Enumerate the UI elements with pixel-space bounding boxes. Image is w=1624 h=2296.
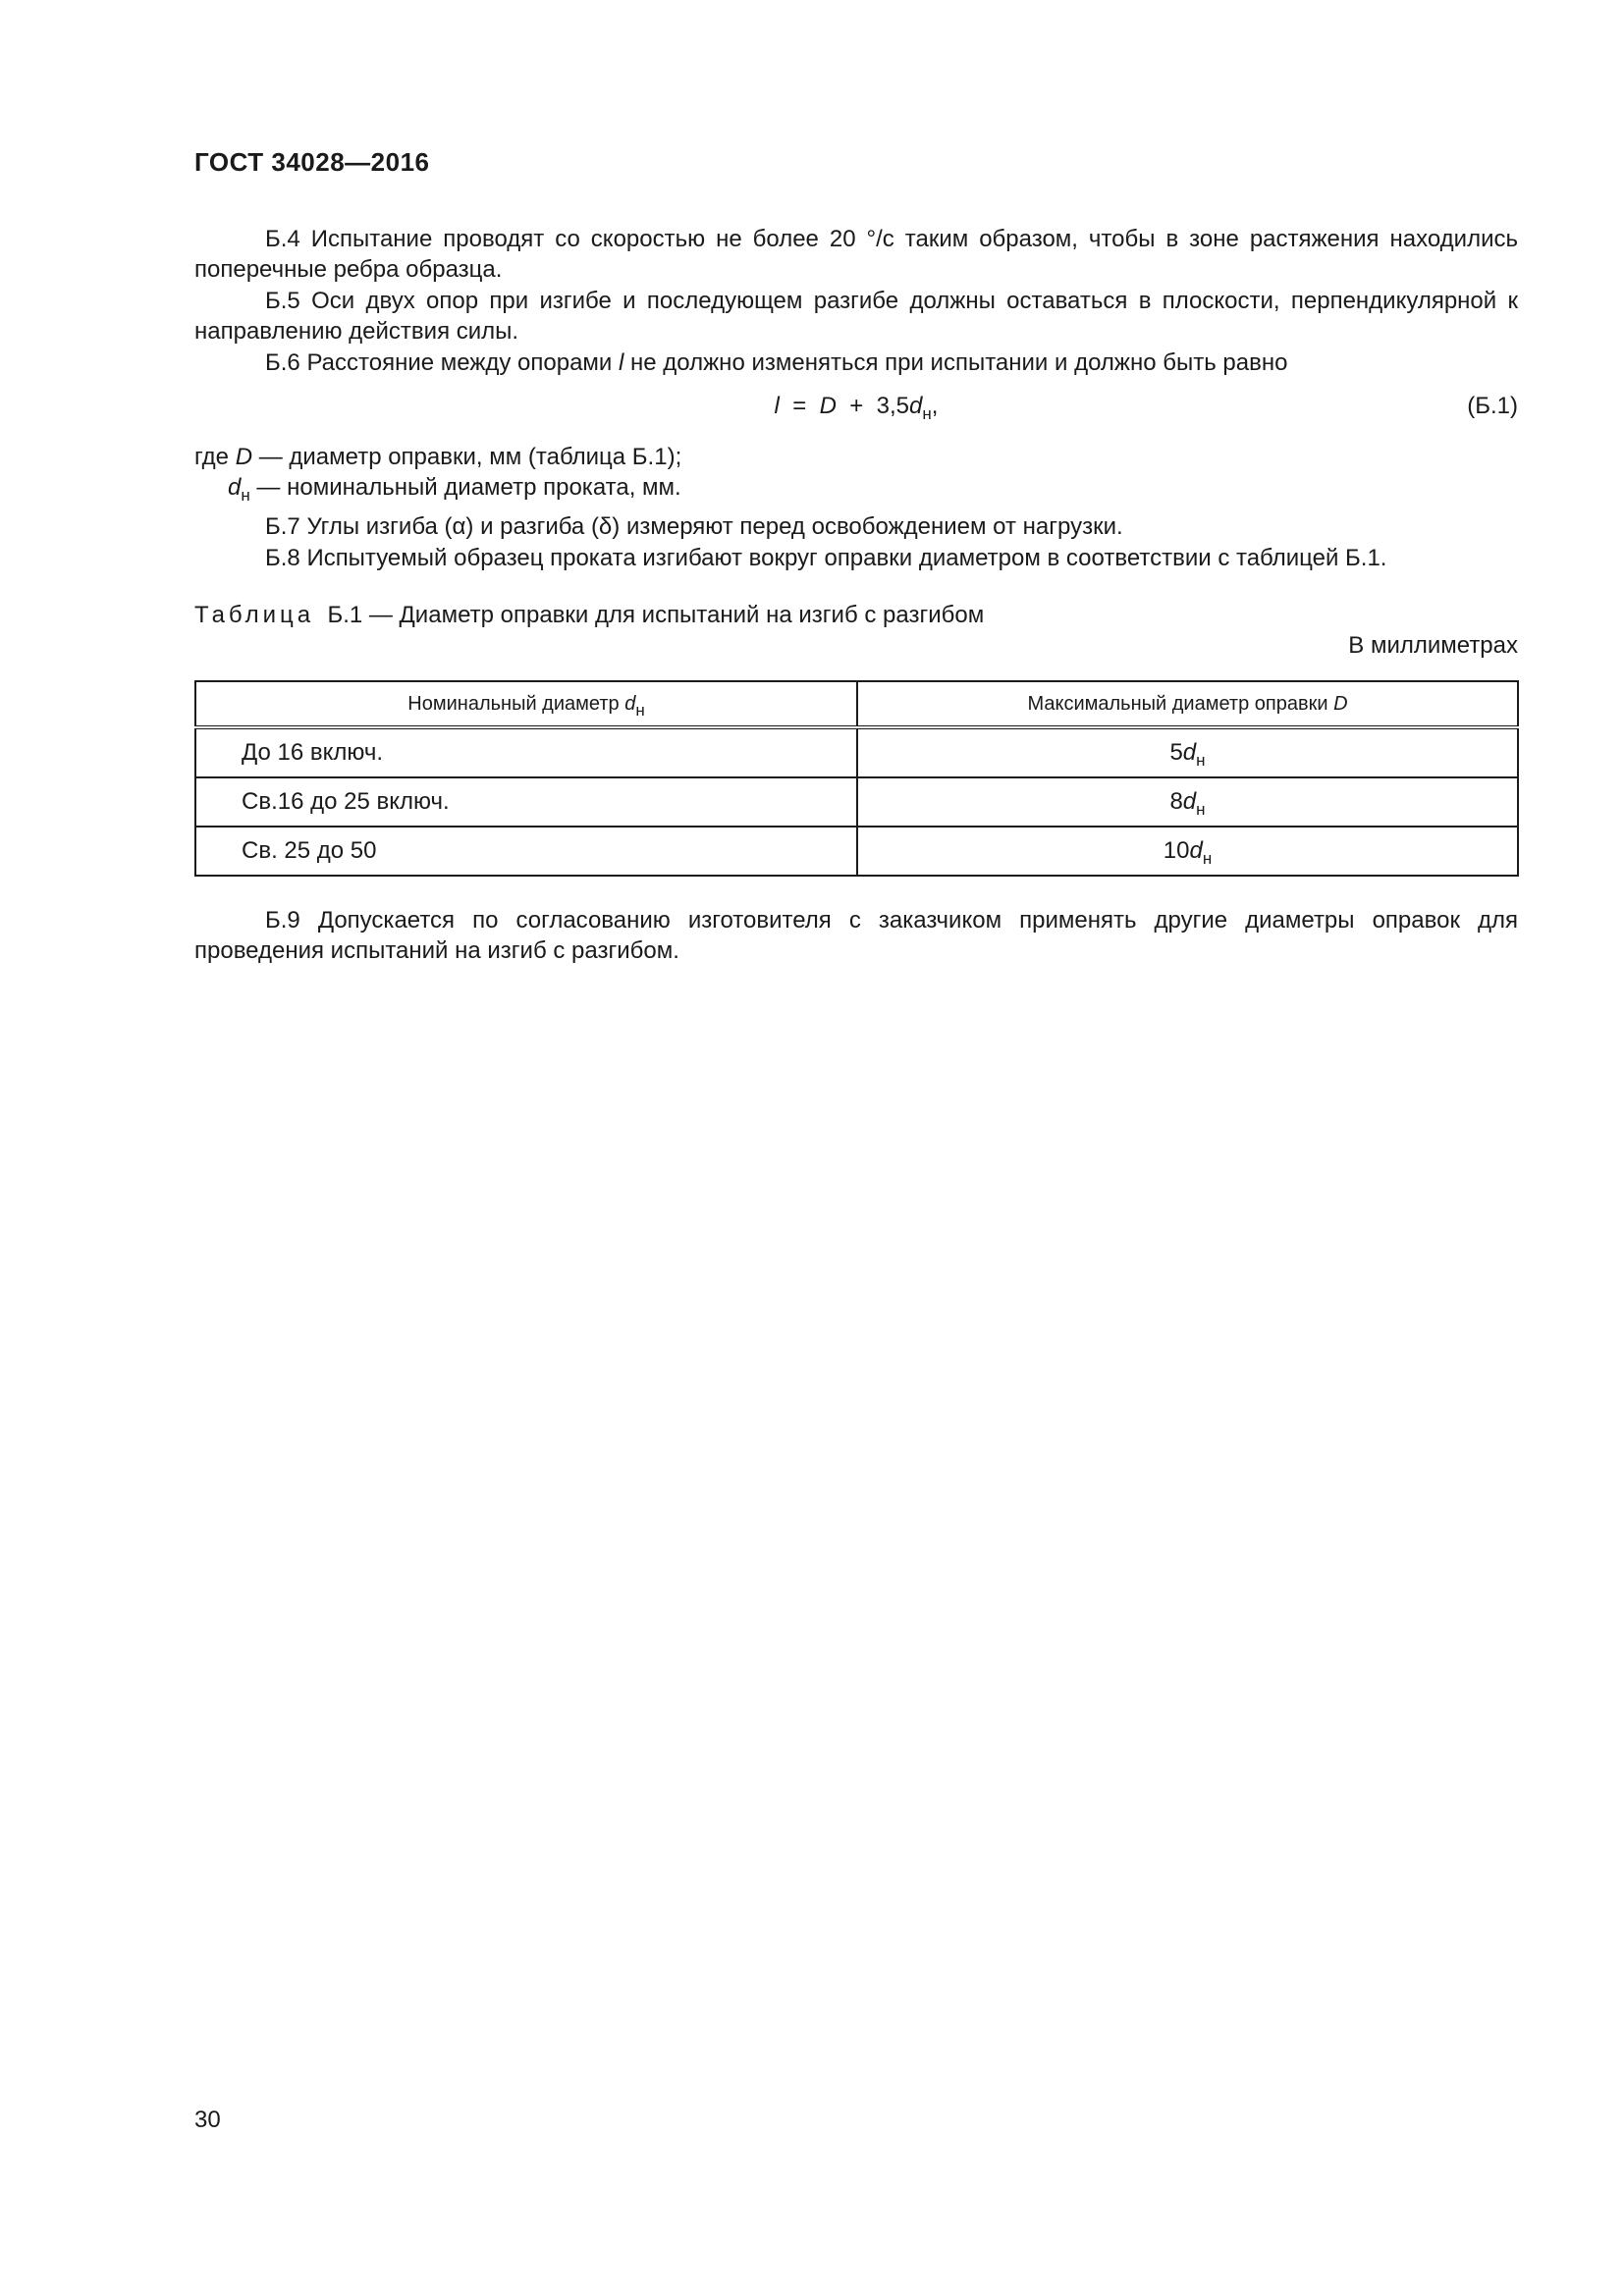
where-word: где [194, 444, 230, 470]
cell-coefficient: 8 [1169, 788, 1183, 815]
paragraph-number: Б.5 [265, 288, 300, 314]
header-subscript: н [635, 700, 645, 720]
variable: l [619, 349, 624, 376]
table-header-row [195, 681, 1518, 727]
paragraph-text: Испытуемый образец проката изгибают вокруг оправки диаметром в соответствии с таблицей Б.1. [306, 545, 1387, 571]
paragraph-b5 [194, 286, 1518, 347]
table-units: В миллиметрах [1348, 632, 1518, 659]
formula-coefficient: 3,5 [876, 393, 910, 419]
paragraph-text: Испытание проводят со скоростью не более 20 °/с таким образом, чтобы в зоне растяжения находились поперечные ребра образца. [194, 226, 1518, 283]
where-subscript: н [241, 486, 250, 505]
table-header-cell [195, 681, 857, 727]
table-cell-diameter [857, 827, 1518, 876]
where-definition: — номинальный диаметр проката, мм. [256, 474, 681, 501]
header-variable: d [624, 692, 636, 715]
table-row [195, 727, 1518, 777]
mandrel-diameter-table [194, 680, 1519, 877]
formula-D: D [819, 393, 837, 419]
table-cell-range: Св. 25 до 50 [195, 827, 857, 876]
where-line-1 [194, 442, 681, 472]
formula-number: (Б.1) [1467, 393, 1518, 419]
paragraph-number: Б.9 [265, 907, 300, 934]
where-variable: D [235, 444, 253, 470]
table-caption [194, 602, 984, 629]
cell-subscript: н [1196, 751, 1206, 770]
cell-coefficient: 10 [1163, 837, 1190, 864]
paragraph-b9 [194, 905, 1518, 966]
header-text: Номинальный диаметр [407, 692, 620, 715]
cell-subscript: н [1196, 800, 1206, 819]
paragraph-text: Углы изгиба (α) и разгиба (δ) измеряют перед освобождением от нагрузки. [306, 513, 1123, 540]
header-variable: D [1333, 692, 1348, 715]
paragraph-number: Б.6 [265, 349, 300, 376]
paragraph-b7 [194, 511, 1518, 542]
paragraph-text: не должно изменяться при испытании и должно быть равно [630, 349, 1288, 376]
where-definition: — диаметр оправки, мм (таблица Б.1); [258, 444, 682, 470]
formula-comma: , [931, 393, 939, 419]
paragraph-b8 [194, 543, 1518, 573]
formula-b1 [194, 393, 1518, 426]
table-row [195, 777, 1518, 827]
formula-expression [194, 393, 1518, 423]
paragraph-text: Допускается по согласованию изготовителя с заказчиком применять другие диаметры оправок для проведения испытаний на изгиб с разгибом. [194, 907, 1518, 964]
formula-d: d [909, 393, 923, 419]
where-variable: d [228, 474, 242, 501]
table-caption-text: Б.1 — Диаметр оправки для испытаний на изгиб с разгибом [327, 602, 985, 628]
formula-equals: = [792, 393, 807, 419]
table-cell-diameter [857, 777, 1518, 827]
paragraph-text: Оси двух опор при изгибе и последующем разгибе должны оставаться в плоскости, перпендикулярной к направлению действия силы. [194, 288, 1518, 345]
cell-coefficient: 5 [1169, 739, 1183, 766]
paragraph-number: Б.7 [265, 513, 300, 540]
formula-lhs: l [774, 393, 780, 419]
table-caption-word: Таблица [194, 602, 315, 628]
paragraph-b4 [194, 224, 1518, 285]
document-header: ГОСТ 34028—2016 [194, 147, 430, 177]
table-header-cell [857, 681, 1518, 727]
table-row [195, 827, 1518, 876]
cell-variable: d [1182, 739, 1197, 766]
table-cell-diameter [857, 727, 1518, 777]
paragraph-b6 [194, 347, 1518, 378]
table-cell-range: Св.16 до 25 включ. [195, 777, 857, 827]
paragraph-number: Б.4 [265, 226, 300, 252]
paragraph-text: Расстояние между опорами [306, 349, 613, 376]
where-line-2 [228, 472, 681, 503]
formula-plus: + [849, 393, 864, 419]
cell-variable: d [1189, 837, 1203, 864]
formula-subscript: н [922, 404, 932, 423]
paragraph-number: Б.8 [265, 545, 300, 571]
header-text: Максимальный диаметр оправки [1027, 692, 1328, 715]
cell-variable: d [1182, 788, 1197, 815]
cell-subscript: н [1202, 849, 1213, 868]
table-cell-range: До 16 включ. [195, 727, 857, 777]
page-number: 30 [194, 2107, 221, 2133]
